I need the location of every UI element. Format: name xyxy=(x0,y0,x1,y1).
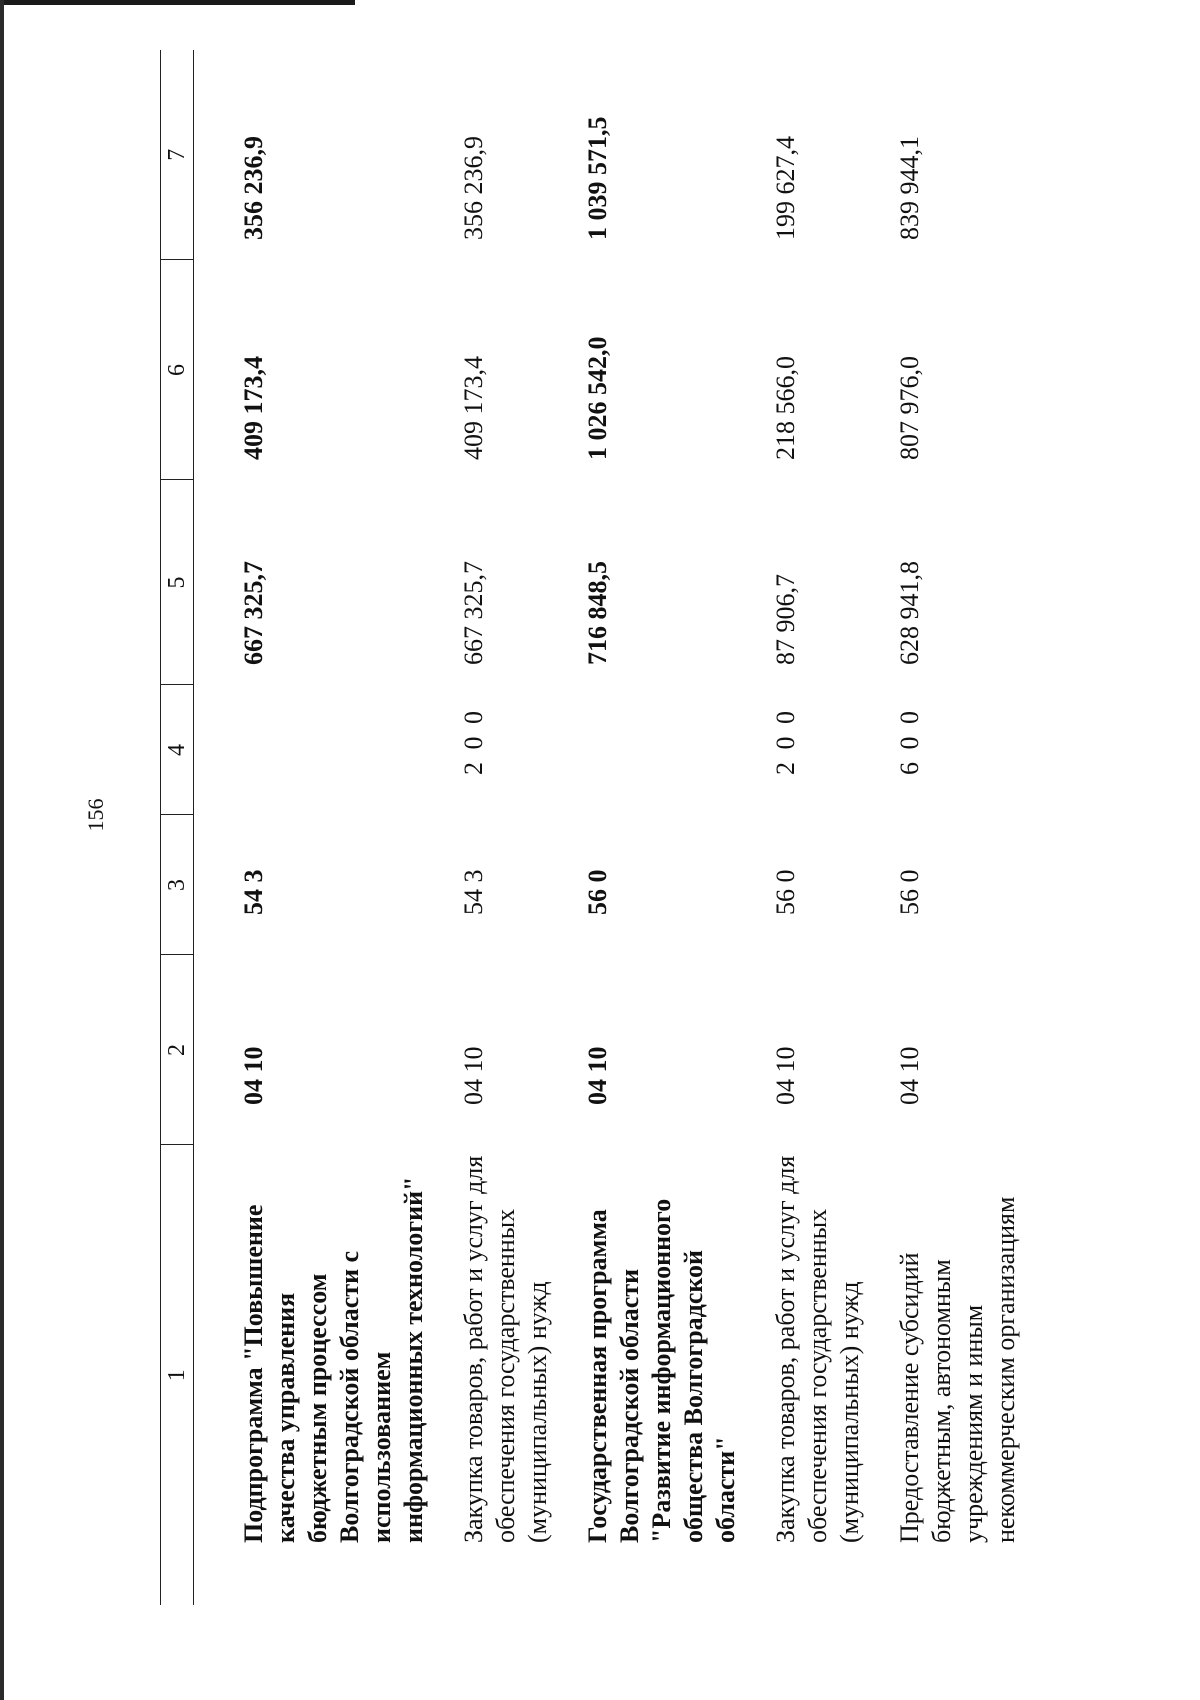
row-name: Закупка товаров, работ и услуг для обеспечения государственных (муниципальных) нужд xyxy=(459,1155,552,1543)
row-value-7: 199 627,4 xyxy=(771,136,800,240)
row-value-7: 1 039 571,5 xyxy=(583,116,612,240)
column-header-4: 4 xyxy=(161,685,194,815)
row-value-6: 1 026 542,0 xyxy=(583,336,612,460)
scan-edge-top xyxy=(0,0,355,5)
row-expense-type xyxy=(194,685,459,815)
row-value-6: 807 976,0 xyxy=(895,356,924,460)
row-value-7: 356 236,9 xyxy=(239,136,268,240)
row-target-code: 56 0 xyxy=(583,869,612,915)
table-row xyxy=(458,50,582,1605)
row-expense-type: 2 0 0 xyxy=(771,708,800,775)
table-row xyxy=(582,50,770,1605)
row-value-6: 409 173,4 xyxy=(239,356,268,460)
row-section-code: 04 10 xyxy=(583,1046,612,1105)
row-section-code: 04 10 xyxy=(895,1046,924,1105)
row-expense-type: 2 0 0 xyxy=(459,708,488,775)
row-value-6: 218 566,0 xyxy=(771,356,800,460)
row-expense-type xyxy=(582,685,770,815)
row-section-code: 04 10 xyxy=(459,1046,488,1105)
row-value-5: 667 325,7 xyxy=(459,561,488,665)
scan-edge-left xyxy=(0,0,4,1700)
column-header-5: 5 xyxy=(161,480,194,685)
row-target-code: 56 0 xyxy=(771,869,800,915)
column-header-3: 3 xyxy=(161,815,194,955)
table-row xyxy=(894,50,1050,1605)
column-header-2: 2 xyxy=(161,955,194,1145)
row-target-code: 54 3 xyxy=(239,869,268,915)
table-header-row xyxy=(161,50,194,1605)
row-value-5: 87 906,7 xyxy=(771,574,800,665)
row-value-7: 839 944,1 xyxy=(895,136,924,240)
row-name: Государственная программа Волгоградской области "Развитие информационного общества Волгоградской области" xyxy=(583,1198,740,1543)
row-value-7: 356 236,9 xyxy=(459,136,488,240)
column-header-7: 7 xyxy=(161,50,194,260)
row-expense-type: 6 0 0 xyxy=(895,708,924,775)
row-name: Подпрограмма "Повышение качества управления бюджетным процессом Волгоградской области с использованием информационных технологий" xyxy=(239,1176,428,1543)
row-section-code: 04 10 xyxy=(771,1046,800,1105)
column-header-1: 1 xyxy=(161,1145,194,1605)
page-number-text: 156 xyxy=(83,798,108,832)
rotated-table-wrapper xyxy=(160,50,1120,1605)
table-row xyxy=(194,50,459,1605)
row-name: Закупка товаров, работ и услуг для обеспечения государственных (муниципальных) нужд xyxy=(771,1155,864,1543)
row-value-5: 667 325,7 xyxy=(239,561,268,665)
table-row xyxy=(770,50,894,1605)
row-target-code: 56 0 xyxy=(895,869,924,915)
column-header-6: 6 xyxy=(161,260,194,480)
row-value-6: 409 173,4 xyxy=(459,356,488,460)
row-value-5: 628 941,8 xyxy=(895,561,924,665)
row-name: Предоставление субсидий бюджетным, автономным учреждениям и иным некоммерческим организациям xyxy=(895,1196,1020,1543)
budget-table xyxy=(160,50,1050,1605)
row-section-code: 04 10 xyxy=(239,1046,268,1105)
row-value-5: 716 848,5 xyxy=(583,561,612,665)
row-target-code: 54 3 xyxy=(459,869,488,915)
